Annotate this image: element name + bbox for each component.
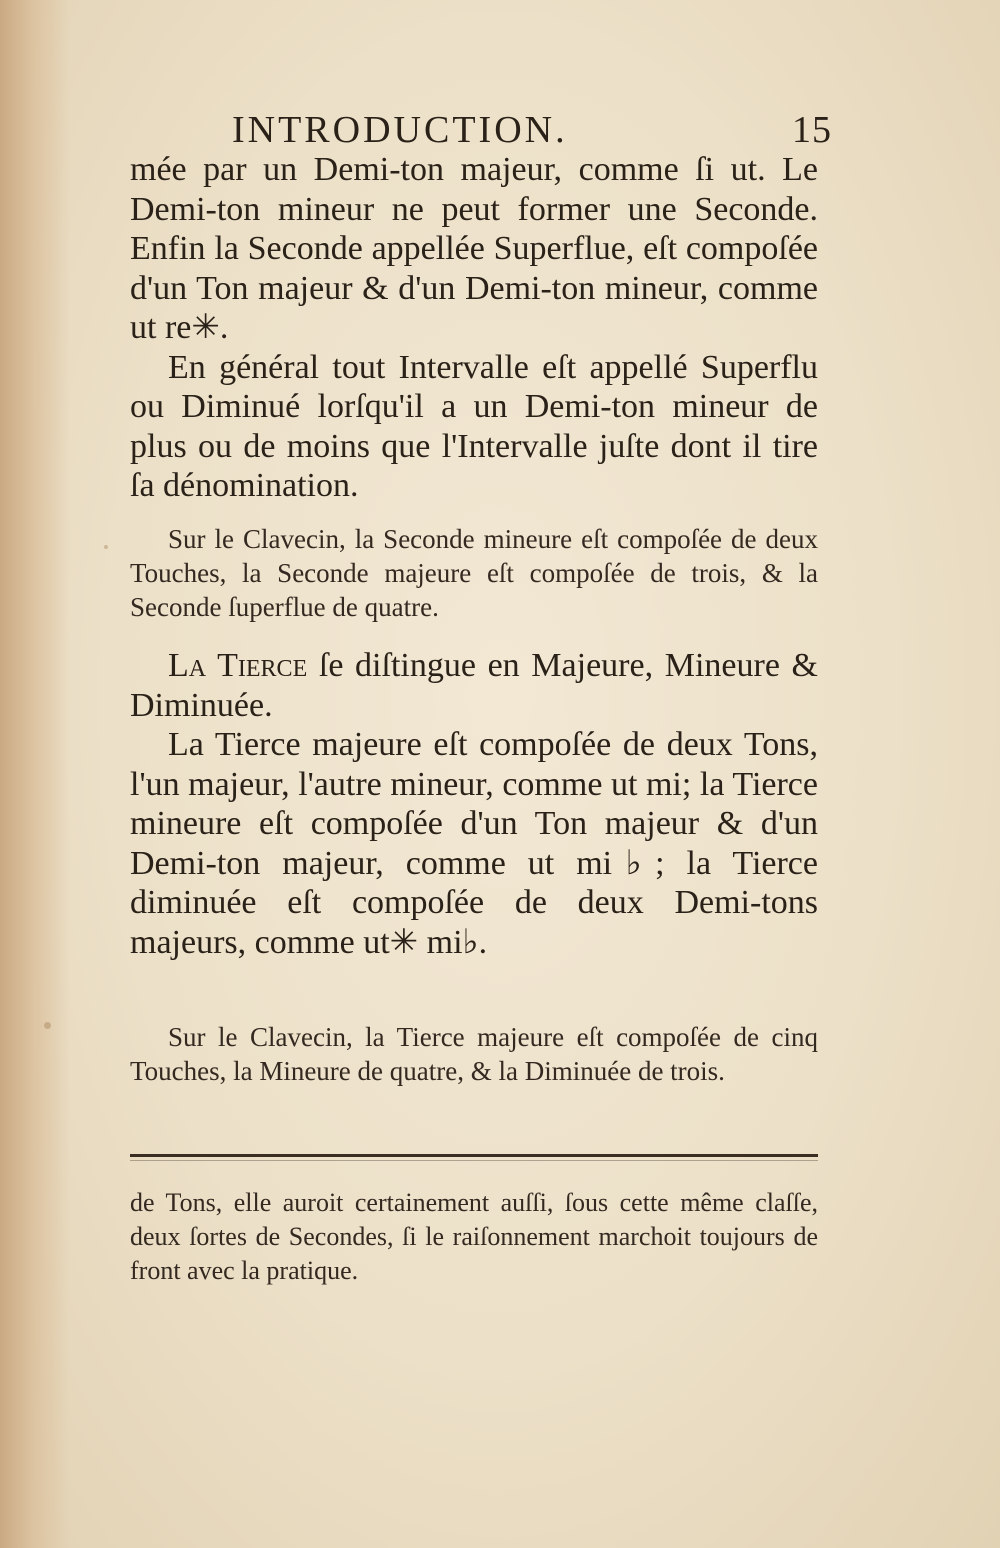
footnote	[130, 1186, 818, 1288]
binding-gutter-shadow	[0, 0, 70, 1548]
main-text-section-2	[130, 646, 818, 962]
tierce-heading: La Tierce	[168, 647, 308, 684]
tierce-heading-rest: ſe diſtingue en Majeure, Mineure & Diminuée.	[130, 647, 818, 724]
running-title: INTRODUCTION.	[232, 109, 568, 151]
clavecin-note-seconde	[130, 522, 818, 624]
running-header	[232, 104, 832, 156]
tierce-heading-paragraph	[130, 646, 818, 725]
main-text-section-1	[130, 150, 818, 506]
footnote-text: de Tons, elle auroit certainement auſſi, ſous cette même claſſe, deux ſortes de Secondes, ſi le raiſonnement marchoit toujours de front avec la pratique.	[130, 1188, 818, 1285]
paragraph-tierce: La Tierce majeure eſt compoſée de deux Tons, l'un majeur, l'autre mineur, comme ut mi; la Tierce mineure eſt compoſée d'un Ton majeur & d'un Demi-ton majeur, comme ut mi♭; la Tierce diminuée eſt compoſée de deux Demi-tons majeurs, comme ut✳ mi♭.	[130, 726, 818, 961]
small-paragraph: Sur le Clavecin, la Seconde mineure eſt compoſée de deux Touches, la Seconde majeure eſt compoſée de trois, & la Seconde ſuperflue de quatre.	[130, 524, 818, 622]
footnote-rule	[130, 1154, 818, 1157]
page-number: 15	[792, 109, 832, 151]
foxing-spot	[44, 1022, 51, 1029]
paragraph-seconde: mée par un Demi-ton majeur, comme ſi ut. Le Demi-ton mineur ne peut former une Seconde. Enfin la Seconde appellée Superflue, eſt compoſée d'un Ton majeur & d'un Demi-ton mineur, comme ut re✳.	[130, 151, 818, 346]
clavecin-note-tierce	[130, 1020, 818, 1088]
paragraph-intervalle: En général tout Intervalle eſt appellé Superflu ou Diminué lorſqu'il a un Demi-ton mineur de plus ou de moins que l'Intervalle juſte dont il tire ſa dénomination.	[130, 348, 818, 504]
foxing-spot	[104, 545, 108, 549]
small-paragraph: Sur le Clavecin, la Tierce majeure eſt compoſée de cinq Touches, la Mineure de quatre, & la Diminuée de trois.	[130, 1022, 818, 1086]
